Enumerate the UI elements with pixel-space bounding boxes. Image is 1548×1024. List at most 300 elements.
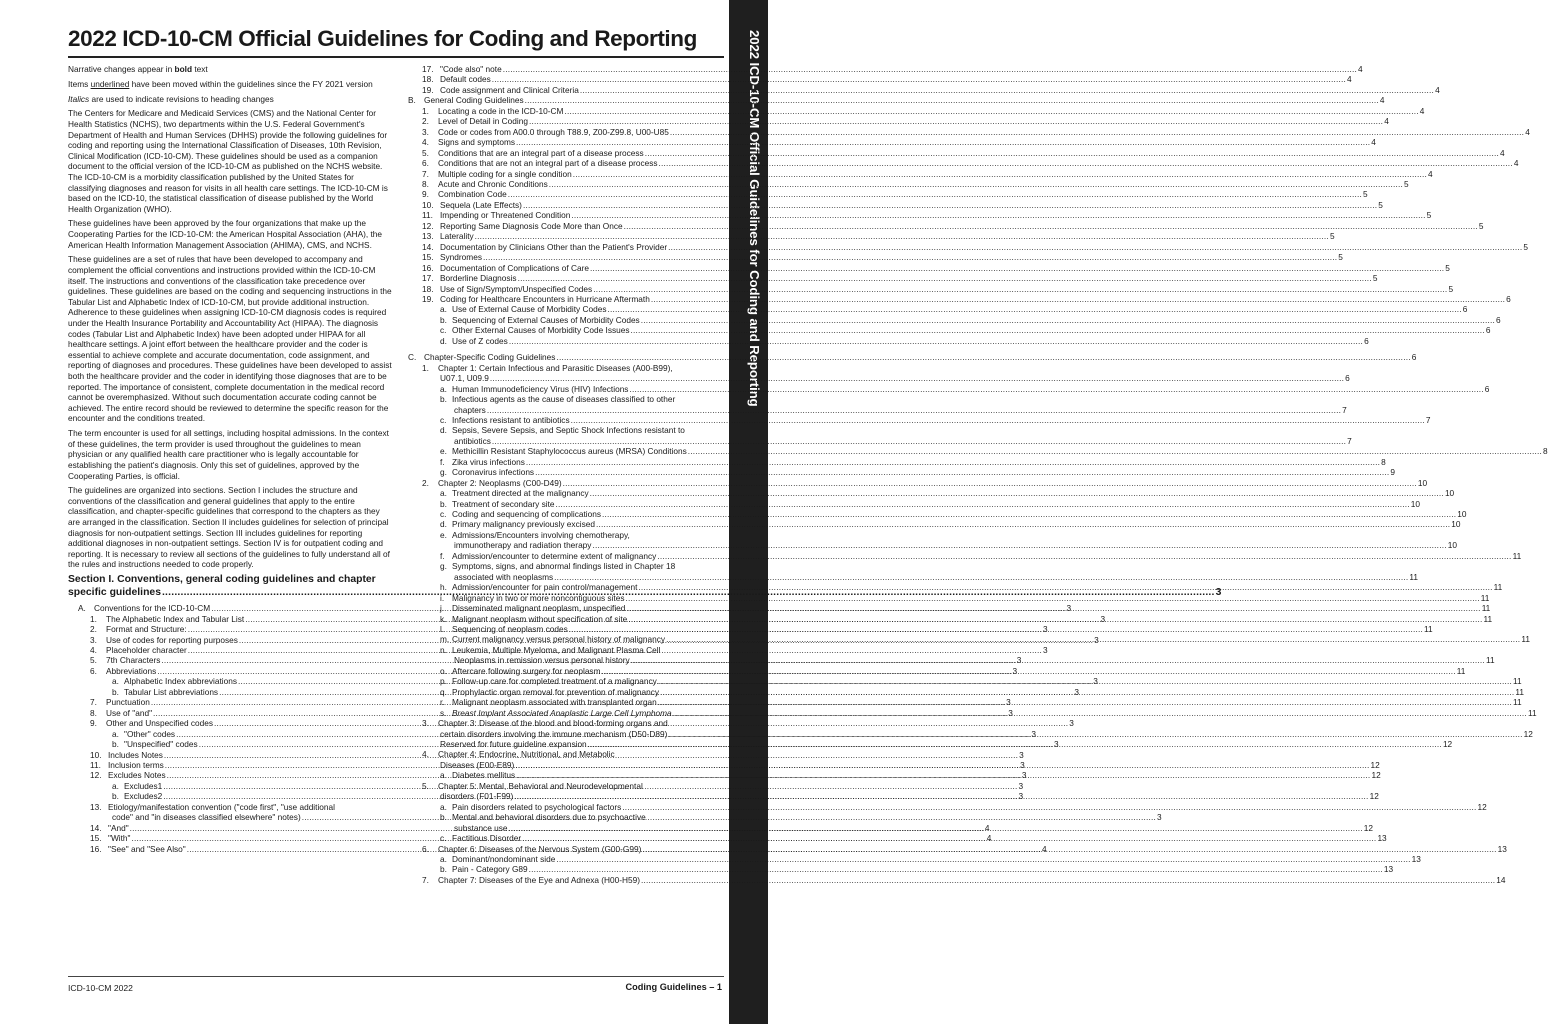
toc-entry-page: 11	[1456, 665, 1466, 676]
toc-entry-title: Infections resistant to antibiotics	[452, 414, 570, 425]
toc-entry[interactable]	[408, 665, 1466, 676]
toc-leader	[509, 823, 1363, 833]
toc-entry-title: Chapter 1: Certain Infectious and Parasitic Diseases (A00-B99),	[438, 362, 673, 373]
toc-leader	[673, 708, 1527, 718]
toc-entry-number: B.	[408, 95, 416, 106]
toc-entry-title: immunotherapy and radiation therapy	[454, 540, 592, 551]
toc-entry-number: e.	[440, 446, 447, 457]
toc-entry[interactable]	[408, 624, 1433, 635]
toc-entry-page: 6	[1345, 373, 1350, 384]
toc-entry-page: 4	[1371, 137, 1376, 148]
toc-entry[interactable]	[408, 781, 722, 791]
toc-leader	[588, 739, 1442, 749]
toc-entry-page: 3	[1042, 624, 1048, 635]
toc-entry-page: 12	[1523, 728, 1533, 739]
toc-entry-title: disorders (F01-F99)	[440, 791, 514, 802]
toc-entry-number: a.	[112, 728, 119, 739]
toc-entry-page: 12	[1477, 801, 1487, 812]
toc-entry-title: Admission/encounter to determine extent of malignancy	[452, 550, 657, 561]
toc-entry-title: Disseminated malignant neoplasm, unspecified	[452, 603, 626, 614]
toc-entry[interactable]	[408, 352, 1417, 363]
toc-entry[interactable]	[408, 655, 1495, 666]
toc-entry[interactable]	[408, 64, 1363, 74]
toc-entry[interactable]	[408, 283, 1454, 294]
toc-leader	[483, 252, 1337, 262]
toc-entry-page: 12	[1442, 739, 1453, 749]
toc-entry-title: Pain disorders related to psychological factors	[452, 801, 622, 812]
toc-entry-title: Chapter 3: Disease of the blood and blood-forming organs and	[438, 718, 668, 729]
toc-entry-title: Coding for Healthcare Encounters in Hurricane Aftermath	[440, 293, 650, 304]
toc-leader	[525, 95, 1379, 105]
toc-entry-number: q.	[440, 686, 447, 697]
side-tab-title: 2022 ICD-10-CM Official Guidelines for Coding and Reporting	[747, 30, 762, 407]
toc-entry[interactable]	[408, 509, 1467, 520]
toc-leader	[492, 436, 1346, 446]
toc-entry-page: 11	[1521, 634, 1530, 645]
toc-entry-number: a.	[440, 801, 447, 812]
toc-entry[interactable]	[408, 676, 1522, 687]
toc-entry[interactable]	[408, 853, 1421, 864]
toc-entry-page: 3	[1006, 697, 1011, 708]
toc-entry-number: 2.	[422, 477, 429, 488]
toc-entry-page: 10	[1457, 509, 1467, 520]
intro-paragraph: The Centers for Medicare and Medicaid Services (CMS) and the National Center for Health Statistics (NCHS), two departments within the U.S. Federal Government's Department of Health and Human Services (DHHS) provide the following guidelines for coding and reporting using the International Classification of Diseases, 10th Revision, Clinical Modification (ICD-10-CM). These guidelines should be used as a companion document to the official version of the ICD-10-CM as published on the NCHS website. The ICD-10-CM is a morbidity classification published by the United States for classifying diagnoses and reason for visits in all health care settings. The ICD-10-CM is based on the ICD-10, the statistical classification of disease published by the World Health Organization (WHO).	[68, 108, 388, 214]
toc-leader	[508, 189, 1362, 199]
toc-entry[interactable]	[408, 770, 1381, 781]
toc-entry-title: associated with neoplasms	[454, 571, 554, 582]
toc-entry[interactable]	[408, 718, 722, 728]
toc-entry-title: Symptoms, signs, and abnormal findings listed in Chapter 18	[452, 561, 676, 572]
toc-entry-title: Etiology/manifestation convention ("code first", "use additional	[108, 801, 335, 812]
toc-entry[interactable]	[408, 147, 1505, 158]
toc-entry-number: 13.	[422, 231, 434, 242]
toc-entry-title: The Alphabetic Index and Tabular List	[106, 613, 245, 624]
title-rule	[68, 56, 724, 58]
toc-leader	[549, 179, 1403, 189]
toc-entry[interactable]	[408, 864, 1394, 875]
toc-entry-number: 6.	[90, 665, 97, 676]
toc-entry[interactable]	[408, 488, 1455, 499]
toc-entry[interactable]	[408, 759, 1380, 770]
toc-entry-page: 6	[1506, 293, 1511, 304]
toc-entry-page: 8	[1381, 456, 1386, 467]
toc-entry[interactable]	[408, 158, 1519, 169]
toc-entry[interactable]	[408, 220, 1484, 231]
toc-entry-page: 3	[1020, 760, 1025, 771]
toc-entry-page: 5	[1448, 283, 1454, 294]
toc-entry[interactable]	[408, 137, 1376, 148]
toc-entry[interactable]	[408, 189, 1368, 200]
toc-entry[interactable]	[408, 791, 1379, 802]
toc-entry-page: 11	[1527, 707, 1537, 718]
toc-entry[interactable]	[408, 241, 1528, 252]
toc-entry-page: 13	[1497, 843, 1507, 854]
toc-entry-title: Signs and symptoms	[438, 137, 516, 148]
toc-entry[interactable]	[408, 252, 1343, 263]
toc-entry-number: s.	[440, 707, 447, 718]
toc-entry[interactable]	[408, 373, 1350, 384]
toc-leader	[569, 624, 1423, 634]
toc-entry[interactable]	[408, 446, 1548, 457]
toc-leader	[592, 540, 1446, 550]
toc-entry-number: d.	[440, 425, 447, 436]
toc-entry-title: Use of "and"	[106, 707, 153, 718]
toc-entry[interactable]	[408, 116, 1389, 127]
toc-entry-number: 18.	[422, 74, 434, 85]
toc-entry-title: "See" and "See Also"	[108, 843, 186, 854]
toc-entry-title: Aftercare following surgery for neoplasm	[452, 665, 601, 676]
toc-entry-number: 7.	[422, 168, 429, 179]
toc-entry[interactable]	[408, 592, 1490, 603]
toc-entry-title: "Unspecified" codes	[124, 739, 198, 750]
section-1-heading-line: specific guidelines ..... 3	[68, 587, 392, 600]
toc-leader	[571, 415, 1425, 425]
toc-entry[interactable]	[408, 262, 1450, 273]
toc-entry-title: Conventions for the ICD-10-CM	[94, 603, 211, 614]
toc-entry-number: g.	[440, 467, 447, 478]
toc-entry[interactable]	[408, 414, 1431, 425]
toc-entry-title: Combination Code	[438, 189, 507, 200]
toc-leader	[526, 457, 1380, 467]
toc-entry-number: 14.	[90, 822, 102, 833]
toc-leader	[556, 854, 1410, 864]
toc-entry[interactable]	[68, 802, 392, 812]
toc-entry-page: 4	[1379, 95, 1385, 106]
toc-leader	[666, 634, 1520, 644]
toc-entry-page: 6	[1462, 304, 1468, 315]
toc-leader	[564, 106, 1418, 116]
toc-entry-title: Other and Unspecified codes	[106, 718, 214, 729]
toc-leader	[556, 499, 1410, 509]
toc-entry-page: 14	[1496, 874, 1506, 885]
toc-entry-title: Acute and Chronic Conditions	[438, 178, 548, 189]
toc-entry-number: 2.	[90, 624, 97, 635]
toc-entry-page: 10	[1444, 488, 1455, 499]
toc-leader	[492, 74, 1346, 84]
toc-entry[interactable]	[408, 178, 1409, 189]
toc-leader	[487, 405, 1341, 415]
toc-entry[interactable]	[408, 231, 1335, 242]
section-1-heading-line: Section I. Conventions, general coding guidelines and chapter	[68, 574, 376, 586]
toc-entry-number: 4.	[422, 137, 429, 148]
toc-entry-title: Primary malignancy previously excised	[452, 519, 595, 530]
toc-entry-number: a.	[440, 488, 447, 499]
toc-entry-title: Current malignancy versus personal history of malignancy	[452, 634, 666, 645]
toc-entry-number: b.	[440, 498, 447, 509]
toc-entry-number: h.	[440, 582, 447, 593]
toc-entry[interactable]	[408, 519, 1461, 530]
toc-entry-page: 11	[1513, 676, 1522, 687]
toc-entry-page: 11	[1480, 592, 1490, 603]
toc-entry-title: Dominant/nondominant side	[452, 853, 556, 864]
toc-leader	[624, 221, 1478, 231]
toc-entry-page: 6	[1484, 383, 1490, 394]
toc-entry-page: 5	[1338, 252, 1343, 263]
toc-entry[interactable]	[408, 530, 722, 540]
toc-entry-number: 16.	[422, 262, 434, 273]
toc-entry-page: 3	[1018, 780, 1024, 791]
toc-leader	[523, 200, 1377, 210]
toc-entry-number: 8.	[422, 178, 429, 189]
toc-entry-number: m.	[440, 634, 450, 645]
toc-entry-page: 4	[1419, 105, 1425, 116]
toc-leader	[571, 210, 1425, 220]
toc-entry-title: Treatment directed at the malignancy	[452, 488, 589, 499]
toc-entry[interactable]	[408, 498, 1421, 509]
toc-entry-title: Abbreviations	[106, 665, 157, 676]
toc-entry-title: Chapter 5: Mental, Behavioral and Neurodevelopmental	[438, 780, 643, 791]
toc-entry-title: substance use	[454, 822, 508, 833]
toc-entry-page: 5	[1363, 189, 1368, 200]
toc-entry-number: 16.	[90, 843, 102, 854]
toc-entry[interactable]	[408, 168, 1433, 179]
toc-entry-number: 2.	[422, 116, 429, 127]
toc-leader	[628, 614, 1482, 624]
toc-entry-title: Sequencing of neoplasm codes	[452, 624, 568, 635]
toc-entry-number: b.	[112, 686, 119, 697]
toc-entry[interactable]	[408, 739, 1453, 749]
toc-entry-number: b.	[112, 739, 119, 750]
toc-entry-title: Default codes	[440, 74, 491, 85]
toc-entry-number: A.	[78, 603, 86, 614]
toc-entry-number: 3.	[422, 126, 429, 137]
toc-entry-title: Impending or Threatened Condition	[440, 210, 571, 221]
toc-entry-page: 3	[1042, 645, 1048, 656]
toc-entry-number: d.	[440, 335, 447, 346]
toc-entry-title: Includes Notes	[108, 749, 163, 760]
toc-entry-title: Conditions that are not an integral part of a disease process	[438, 158, 658, 169]
toc-leader	[515, 760, 1369, 770]
footer-rule	[68, 976, 724, 977]
toc-entry[interactable]	[408, 582, 1503, 593]
toc-entry-number: b.	[112, 791, 119, 802]
toc-entry-title: Chapter 2: Neoplasms (C00-D49)	[438, 477, 562, 488]
toc-entry-title: Level of Detail in Coding	[438, 116, 528, 127]
toc-entry-page: 6	[1495, 314, 1501, 325]
toc-entry-title: "With"	[108, 833, 131, 844]
toc-entry-title: Admissions/Encounters involving chemotherapy,	[452, 529, 630, 540]
toc-entry-title: Methicillin Resistant Staphylococcus aureus (MRSA) Conditions	[452, 446, 687, 457]
toc-entry[interactable]	[408, 293, 1511, 304]
toc-entry[interactable]	[408, 697, 1522, 708]
toc-entry-number: i.	[440, 592, 445, 603]
toc-entry-title: 7th Characters	[106, 655, 161, 666]
toc-entry-page: 3	[1018, 791, 1024, 802]
toc-entry-title: Pain - Category G89	[452, 864, 528, 875]
intro-underline-note: Items underlined have been moved within the guidelines since the FY 2021 version	[68, 78, 373, 89]
toc-entry-page: 5	[1378, 199, 1383, 210]
toc-entry-number: r.	[440, 697, 445, 708]
toc-entry[interactable]	[408, 822, 1374, 833]
toc-entry-page: 11	[1513, 697, 1522, 708]
toc-entry[interactable]	[408, 749, 722, 759]
toc-entry-title: Breast Implant Associated Anaplastic Large Cell Lymphoma	[452, 707, 672, 718]
toc-entry[interactable]	[408, 603, 1491, 614]
toc-entry-number: a.	[440, 853, 447, 864]
toc-entry[interactable]	[408, 874, 1506, 885]
toc-entry-number: 8.	[90, 707, 97, 718]
toc-entry-title: antibiotics	[454, 435, 491, 446]
toc-leader	[580, 85, 1434, 95]
toc-entry[interactable]	[408, 335, 1369, 346]
toc-entry[interactable]	[408, 801, 1487, 812]
toc-entry-page: 13	[1377, 833, 1387, 844]
toc-entry-title: Reserved for future guideline expansion	[440, 739, 587, 749]
toc-entry-number: 1.	[422, 105, 429, 116]
toc-leader	[593, 284, 1447, 294]
toc-entry-number: 19.	[422, 293, 434, 304]
toc-entry-page: 3	[1069, 718, 1074, 729]
toc-entry-number: a.	[440, 383, 447, 394]
toc-entry-number: 5.	[90, 655, 97, 666]
toc-entry-number: f.	[440, 550, 445, 561]
toc-entry[interactable]	[408, 325, 1491, 336]
toc-entry[interactable]	[408, 425, 722, 435]
toc-entry-page: 4	[1499, 147, 1505, 158]
toc-entry-title: Sepsis, Severe Sepsis, and Septic Shock Infections resistant to	[452, 425, 685, 436]
toc-entry-number: 11.	[422, 210, 433, 221]
toc-entry[interactable]	[408, 645, 722, 655]
toc-entry-title: code" and "in diseases classified elsewhere" notes)	[112, 812, 301, 823]
toc-entry-page: 3	[1021, 770, 1027, 781]
toc-leader	[602, 509, 1456, 519]
toc-entry-page: 11	[1485, 655, 1495, 666]
toc-entry[interactable]	[408, 383, 1490, 394]
toc-entry-number: 15.	[422, 252, 434, 263]
toc-entry-page: 10	[1417, 477, 1428, 488]
toc-entry[interactable]	[408, 363, 722, 373]
toc-entry-number: 4.	[90, 645, 97, 656]
toc-entry-page: 4	[1384, 116, 1389, 127]
toc-entry-page: 4	[1525, 126, 1530, 137]
toc-entry-title: Coding and sequencing of complications	[452, 509, 601, 520]
toc-entry[interactable]	[408, 210, 1432, 221]
toc-entry-title: Factitious Disorder	[452, 833, 522, 844]
toc-entry[interactable]	[408, 477, 1428, 488]
toc-entry[interactable]	[408, 404, 1347, 415]
toc-leader	[658, 676, 1512, 686]
toc-leader	[509, 336, 1363, 346]
toc-entry-page: 4	[986, 833, 992, 844]
toc-entry-title: Excludes1	[124, 780, 163, 791]
toc-entry-title: Mental and behavioral disorders due to psychoactive	[452, 812, 646, 823]
toc-leader	[573, 169, 1427, 179]
toc-entry-title: Sequencing of External Causes of Morbidity Codes	[452, 314, 640, 325]
toc-entry-title: Malignant neoplasm without specification of site	[452, 613, 628, 624]
toc-entry[interactable]	[408, 467, 1395, 478]
toc-entry-page: 13	[1411, 853, 1421, 864]
toc-entry-title: "Code also" note	[440, 64, 502, 74]
toc-entry-title: Human Immunodeficiency Virus (HIV) Infections	[452, 383, 629, 394]
toc-entry-number: 9.	[422, 189, 429, 200]
toc-entry-page: 5	[1445, 262, 1450, 273]
toc-entry-page: 5	[1523, 241, 1528, 252]
toc-entry[interactable]	[408, 843, 1507, 854]
toc-entry-title: Punctuation	[106, 697, 150, 708]
toc-entry[interactable]	[408, 304, 1468, 315]
toc-entry-page: 8	[1542, 446, 1548, 457]
toc-entry-title: Conditions that are an integral part of a disease process	[438, 147, 644, 158]
toc-entry-number: n.	[440, 644, 447, 655]
toc-entry-title: Use of Z codes	[452, 335, 508, 346]
toc-entry-number: g.	[440, 561, 447, 572]
toc-entry[interactable]	[408, 707, 1537, 718]
toc-entry[interactable]	[408, 95, 1385, 106]
toc-leader	[503, 64, 1357, 74]
toc-entry[interactable]	[408, 728, 1533, 739]
toc-leader	[631, 655, 1485, 665]
toc-entry-number: 1.	[422, 362, 429, 373]
toc-entry-number: 7.	[90, 697, 97, 708]
toc-leader	[668, 242, 1522, 252]
toc-entry[interactable]	[408, 314, 1501, 325]
toc-entry[interactable]	[408, 394, 722, 404]
toc-entry[interactable]	[408, 550, 1522, 561]
toc-entry[interactable]	[408, 456, 1386, 467]
toc-entry-page: 13	[1383, 864, 1394, 875]
toc-entry-page: 3	[1008, 707, 1013, 718]
toc-entry-number: p.	[440, 676, 447, 687]
toc-entry[interactable]	[408, 812, 722, 822]
toc-entry[interactable]	[408, 199, 1383, 210]
toc-entry-title: certain disorders involving the immune mechanism (D50-D89)	[440, 728, 668, 739]
toc-entry-title: Malignant neoplasm associated with transplanted organ	[452, 697, 657, 708]
toc-entry[interactable]	[408, 84, 1440, 95]
toc-entry[interactable]	[408, 540, 1457, 551]
toc-leader	[518, 273, 1372, 283]
intro-paragraph: These guidelines are a set of rules that have been developed to accompany and complement the official conventions and instructions provided within the ICD-10-CM itself. The instructions and conventions of the classification take precedence over guidelines. These guidelines are based on the coding and sequencing instructions in the Tabular List and Alphabetic Index of ICD-10-CM, but provide additional instruction. Adherence to these guidelines when assigning ICD-10-CM diagnosis codes is required under the Health Insurance Portability and Accountability Act (HIPAA). The diagnosis codes (Tabular List and Alphabetic Index) have been adopted under HIPAA for all healthcare settings. A joint effort between the healthcare provider and the coder is essential to achieve complete and accurate documentation, code assignment, and reporting of diagnoses and procedures. These guidelines have been developed to assist both the healthcare provider and the coder in identifying those diagnoses that are to be reported. The importance of consistent, complete documentation in the medical record cannot be overemphasized. Without such documentation accurate coding cannot be achieved. The entire record should be reviewed to determine the specific reason for the encounter and the conditions treated.	[68, 254, 392, 424]
toc-entry[interactable]	[408, 126, 1530, 137]
toc-entry[interactable]	[408, 435, 1352, 446]
toc-entry-page: 3	[1016, 655, 1022, 666]
toc-entry-title: Use of External Cause of Morbidity Codes	[452, 304, 607, 315]
toc-entry-page: 10	[1447, 540, 1457, 551]
intro-italics-note: Italics are used to indicate revisions to heading changes	[68, 93, 274, 104]
toc-entry-title: Diabetes mellitus	[452, 770, 516, 781]
toc-entry-number: j.	[440, 603, 445, 614]
toc-entry[interactable]	[408, 273, 1378, 284]
toc-entry-page: 12	[1369, 791, 1379, 802]
toc-leader	[475, 231, 1329, 241]
toc-entry-number: C.	[408, 352, 417, 363]
toc-entry-title: Documentation by Clinicians Other than the Patient's Provider	[440, 241, 668, 252]
toc-entry-number: c.	[440, 509, 447, 520]
toc-entry-title: Laterality	[440, 231, 474, 242]
toc-entry[interactable]	[408, 686, 1524, 697]
toc-entry-page: 5	[1404, 178, 1409, 189]
toc-entry-page: 3	[1031, 728, 1036, 739]
toc-entry-page: 12	[1363, 822, 1374, 833]
toc-entry-title: Sequela (Late Effects)	[440, 199, 522, 210]
toc-entry-page: 6	[1485, 325, 1491, 336]
toc-entry-page: 10	[1410, 498, 1421, 509]
toc-entry-page: 7	[1347, 435, 1352, 446]
toc-entry[interactable]	[408, 74, 1352, 85]
toc-entry[interactable]	[408, 634, 1530, 645]
toc-entry-title: Follow-up care for completed treatment of a malignancy	[452, 676, 657, 687]
toc-entry-number: 11.	[90, 760, 101, 771]
toc-entry[interactable]	[408, 571, 1419, 582]
toc-leader	[590, 263, 1444, 273]
toc-entry[interactable]	[408, 833, 1387, 844]
toc-entry-number: 12.	[90, 770, 102, 781]
toc-leader	[625, 593, 1479, 603]
toc-entry-number: 19.	[422, 84, 434, 95]
toc-entry[interactable]	[408, 561, 722, 571]
toc-leader	[659, 158, 1513, 168]
toc-entry[interactable]	[408, 105, 1425, 116]
toc-entry[interactable]	[408, 613, 1493, 624]
